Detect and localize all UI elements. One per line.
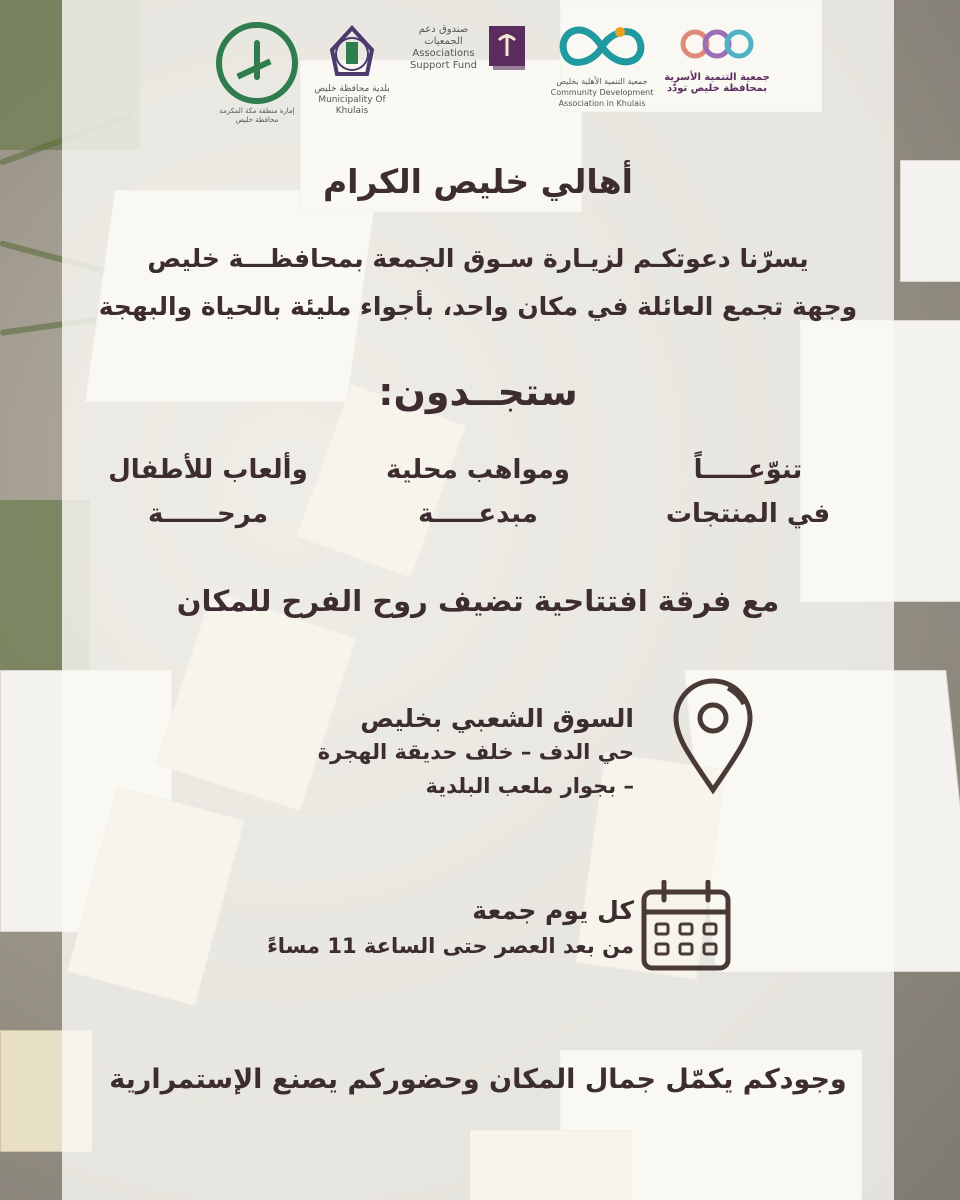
intro-line-2: وجهة تجمع العائلة في مكان واحد، بأجواء مليئة بالحياة والبهجة [98,292,858,321]
municipality-caption: بلدية محافظة خليص Municipality Of Khulais [314,84,390,116]
calendar-icon [640,880,732,972]
family-development-caption: جمعية التنمية الأسرية بمحافظة خليص تودّد [664,72,770,94]
associations-fund-emblem-icon [485,22,529,74]
find-heading: ستجــدون: [378,370,578,414]
page-title: أهالي خليص الكرام [322,162,633,201]
municipality-logo [302,22,402,117]
feature-games: وألعاب للأطفال مرحــــــة [108,455,308,529]
governorate-logo [212,22,302,125]
governorate-caption: إمارة منطقة مكة المكرمة محافظة خليص [219,107,295,124]
schedule-day: كل يوم جمعة [472,896,634,925]
map-pin-icon [670,676,756,796]
municipality-emblem-icon [317,22,387,80]
community-development-caption: جمعية التنمية الأهلية بخليص Community Development Association in Khulais [550,77,654,108]
invitation-panel [62,0,894,1200]
location-line-2: – بجوار ملعب البلدية [425,774,634,798]
feature-talents: ومواهب محلية مبدعـــــة [386,455,570,529]
associations-fund-caption: صندوق دعم الجمعيات Associations Support Fund [410,24,477,71]
opening-band-line: مع فرقة افتتاحية تضيف روح الفرح للمكان [176,584,780,618]
family-development-emblem-icon [677,22,757,68]
closing-line: وجودكم يكمّل جمال المكان وحضوركم يصنع الإستمرارية [109,1064,847,1095]
governorate-emblem-icon [216,22,298,104]
feature-products: تنوّعـــــاً في المنتجات [665,455,831,529]
community-development-logo [537,22,667,109]
location-name: السوق الشعبي بخليص [360,704,634,733]
schedule-time: من بعد العصر حتى الساعة 11 مساءً [267,934,634,958]
intro-line-1: يسرّنا دعوتكـم لزيـارة سـوق الجمعة بمحافظـــة خليص [147,244,809,273]
location-line-1: حي الدف – خلف حديقة الهجرة [317,740,634,764]
associations-fund-logo [402,22,537,74]
community-development-emblem-icon [554,22,650,72]
family-development-logo [662,22,772,94]
